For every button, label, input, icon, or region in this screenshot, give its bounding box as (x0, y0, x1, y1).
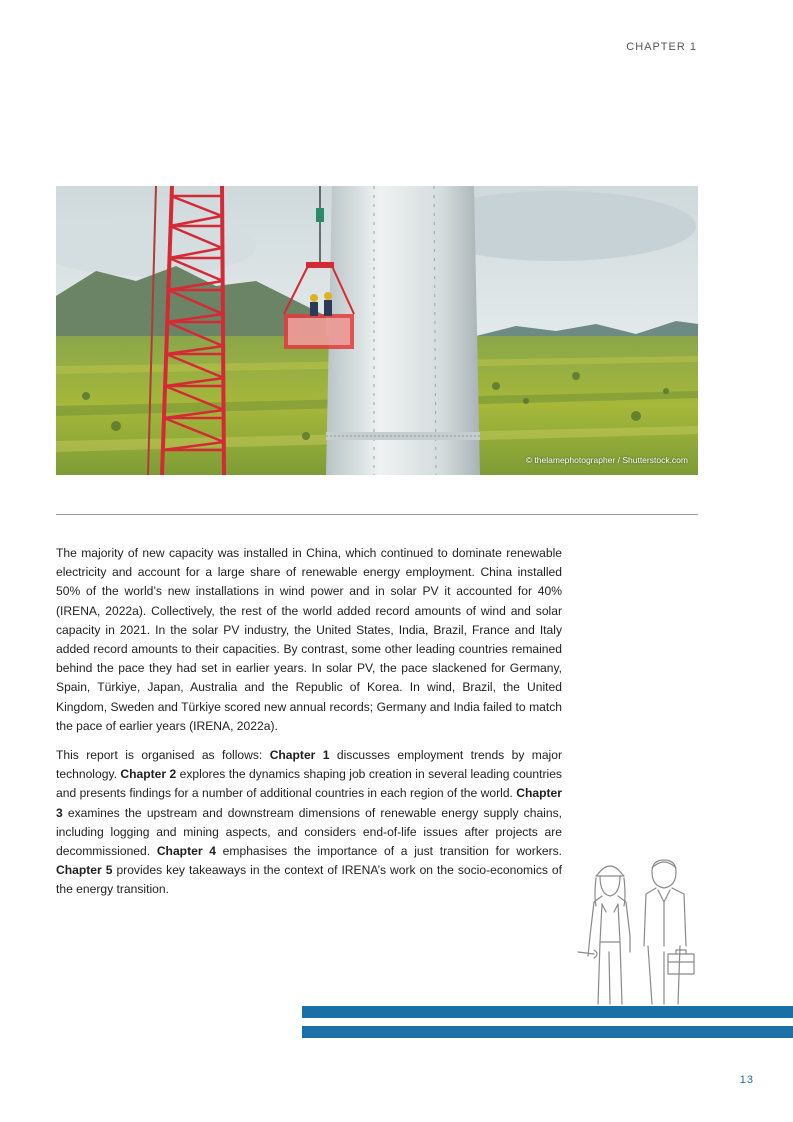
paragraph-2 (56, 746, 562, 900)
paragraph-1 (56, 544, 562, 736)
accent-bar-bottom (302, 1026, 793, 1038)
chapter-reference: Chapter 2 (120, 767, 177, 782)
accent-bar-top (302, 1006, 793, 1018)
chapter-label: CHAPTER 1 (626, 41, 697, 53)
chapter-reference: Chapter 4 (156, 844, 216, 859)
text-run: examines the upstream and downstream dimensions of renewable energy supply chains, including logging and mining aspects, and considers end-of-life issues after projects are decommissioned. (56, 805, 562, 859)
chapter-reference: Chapter 5 (56, 863, 113, 878)
workers-illustration-icon (572, 856, 702, 1008)
chapter-reference: Chapter 1 (269, 748, 330, 763)
text-run: This report is organised as follows: (56, 748, 270, 763)
section-divider (56, 514, 698, 515)
photo-credit: © thelamephotographer / Shutterstock.com (525, 455, 688, 465)
text-run: The majority of new capacity was installed in China, which continued to dominate renewable electricity and account for a large share of renewable energy employment. China installed 50% of the world’s new installations in wind power and in solar PV it accounted for 40% (IRENA, 2022a). Collectively, the rest of the world added record amounts of wind and solar capacity in 2021. In the solar PV industry, the United States, India, Brazil, France and Italy added record amounts to their capacities. By contrast, some other leading countries remained behind the pace they had set in earlier years. In solar PV, the pace slackened for Germany, Spain, Türkiye, Japan, Australia and the Republic of Korea. In wind, Brazil, the United Kingdom, Sweden and Türkiye scored new annual records; Germany and India failed to match the pace of earlier years (IRENA, 2022a). (56, 546, 562, 733)
chapter-reference: Chapter 3 (56, 786, 562, 820)
text-run: emphasises the importance of a just transition for workers. (215, 844, 563, 859)
photo-illustration (56, 186, 698, 475)
text-run: discusses employment trends by major technology. (56, 748, 563, 782)
body-text (56, 544, 562, 910)
text-run: provides key takeaways in the context of IRENA’s work on the socio-economics of the energy transition. (56, 863, 563, 897)
page-number: 13 (739, 1074, 754, 1086)
text-run: explores the dynamics shaping job creation in several leading countries and presents findings for a number of additional countries in each region of the world. (56, 767, 562, 801)
wind-turbine-photo (56, 186, 698, 475)
